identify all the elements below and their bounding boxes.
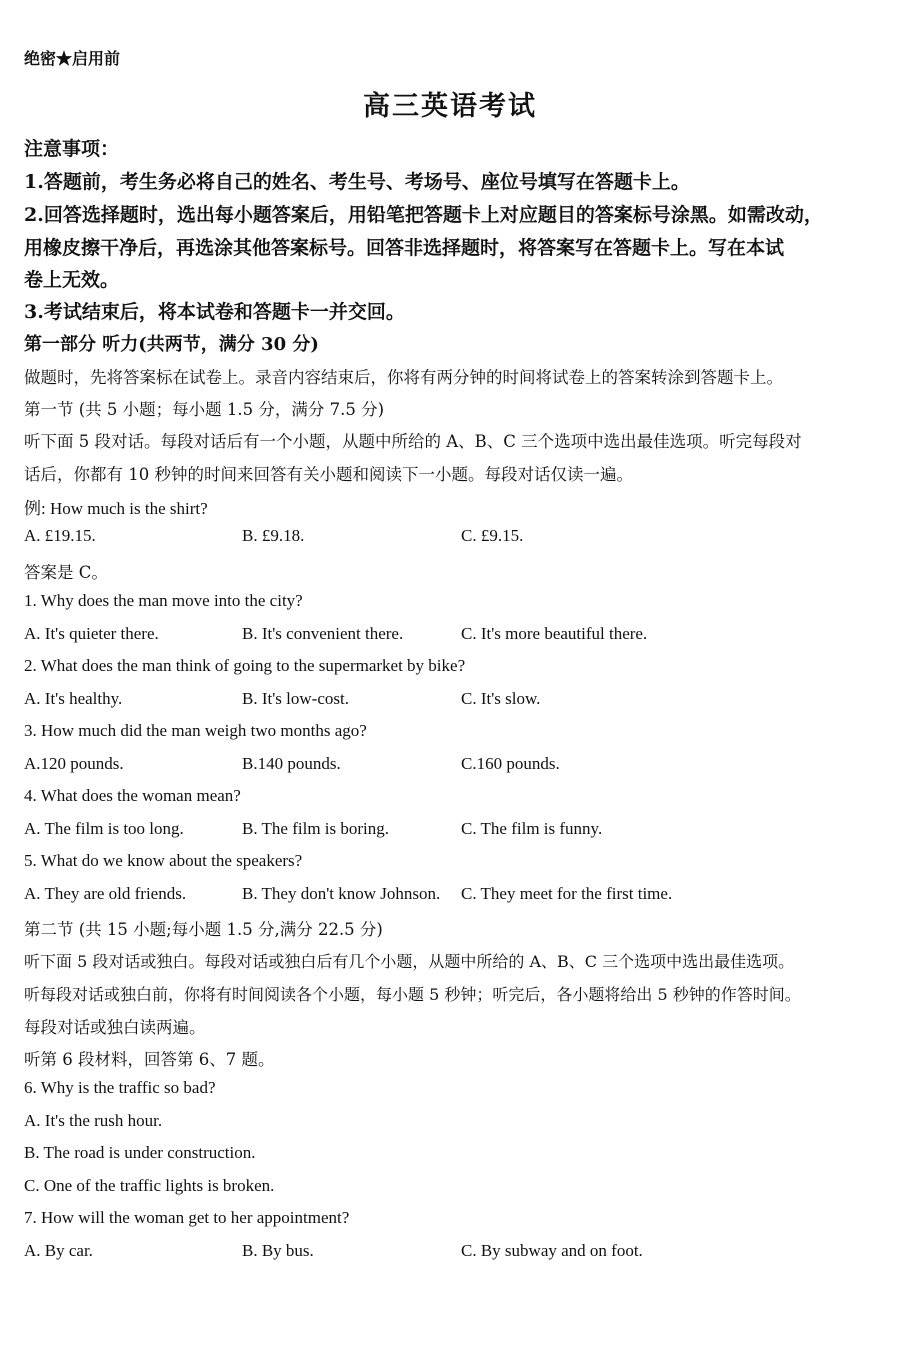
- example-option-a: A. £19.15.: [24, 526, 96, 545]
- page-title: 高三英语考试: [363, 91, 537, 122]
- q3-option-b: B.140 pounds.: [242, 754, 341, 773]
- section2-instr-2: 听每段对话或独白前，你将有时间阅读各个小题，每小题 5 秒钟；听完后，各小题将给出 5 秒钟的作答时间。: [24, 985, 801, 1004]
- question-4: 4. What does the woman mean?: [24, 786, 241, 805]
- example-answer: 答案是 C。: [24, 563, 108, 582]
- section2-instr-1: 听下面 5 段对话或独白。每段对话或独白后有几个小题，从题中所给的 A、B、C 三个选项中选出最佳选项。: [24, 952, 795, 971]
- q4-option-c: C. The film is funny.: [461, 819, 603, 838]
- example-option-c: C. £9.15.: [461, 526, 524, 545]
- q5-option-a: A. They are old friends.: [24, 884, 187, 903]
- q7-option-a: A. By car.: [24, 1241, 93, 1260]
- q6-option-c: C. One of the traffic lights is broken.: [24, 1176, 275, 1195]
- q3-option-c: C.160 pounds.: [461, 754, 560, 773]
- part1-heading: 第一部分 听力(共两节，满分 30 分): [24, 334, 319, 355]
- note-3: 3.考试结束后，将本试卷和答题卡一并交回。: [24, 301, 405, 323]
- q7-option-c: C. By subway and on foot.: [461, 1241, 643, 1260]
- section2-heading: 第二节 (共 15 小题;每小题 1.5 分,满分 22.5 分): [24, 920, 383, 939]
- q5-option-b: B. They don't know Johnson.: [242, 884, 441, 903]
- example-option-b: B. £9.18.: [242, 526, 305, 545]
- q2-option-a: A. It's healthy.: [24, 689, 123, 708]
- q6-option-b: B. The road is under construction.: [24, 1143, 256, 1162]
- part1-intro: 做题时，先将答案标在试卷上。录音内容结束后，你将有两分钟的时间将试卷上的答案转涂到答题卡上。: [24, 368, 783, 387]
- q5-option-c: C. They meet for the first time.: [461, 884, 673, 903]
- q1-option-a: A. It's quieter there.: [24, 624, 159, 643]
- confidential-label: 绝密★启用前: [24, 49, 121, 68]
- question-6: 6. Why is the traffic so bad?: [24, 1078, 216, 1097]
- note-2-line-2: 用橡皮擦干净后，再选涂其他答案标号。回答非选择题时，将答案写在答题卡上。写在本试: [24, 237, 785, 259]
- example-question: 例: How much is the shirt?: [24, 499, 208, 518]
- q7-option-b: B. By bus.: [242, 1241, 314, 1260]
- q3-option-a: A.120 pounds.: [24, 754, 124, 773]
- question-1: 1. Why does the man move into the city?: [24, 591, 303, 610]
- section2-instr-3: 每段对话或独白读两遍。: [24, 1018, 206, 1037]
- q4-option-b: B. The film is boring.: [242, 819, 390, 838]
- q1-option-c: C. It's more beautiful there.: [461, 624, 648, 643]
- q1-option-b: B. It's convenient there.: [242, 624, 404, 643]
- question-7: 7. How will the woman get to her appointment?: [24, 1208, 350, 1227]
- notes-heading: 注意事项：: [24, 138, 120, 160]
- q4-option-a: A. The film is too long.: [24, 819, 184, 838]
- question-3: 3. How much did the man weigh two months ago?: [24, 721, 367, 740]
- q2-option-b: B. It's low-cost.: [242, 689, 349, 708]
- question-5: 5. What do we know about the speakers?: [24, 851, 303, 870]
- note-1: 1.答题前，考生务必将自己的姓名、考生号、考场号、座位号填写在答题卡上。: [24, 171, 690, 193]
- note-2-line-3: 卷上无效。: [24, 269, 120, 291]
- section1-instr-1: 听下面 5 段对话。每段对话后有一个小题，从题中所给的 A、B、C 三个选项中选出最佳选项。听完每段对: [24, 432, 802, 451]
- q6-option-a: A. It's the rush hour.: [24, 1111, 163, 1130]
- q2-option-c: C. It's slow.: [461, 689, 541, 708]
- section1-instr-2: 话后，你都有 10 秒钟的时间来回答有关小题和阅读下一小题。每段对话仅读一遍。: [24, 465, 633, 484]
- question-2: 2. What does the man think of going to the supermarket by bike?: [24, 656, 466, 675]
- material-6-heading: 听第 6 段材料，回答第 6、7 题。: [24, 1050, 275, 1069]
- note-2-line-1: 2.回答选择题时，选出每小题答案后，用铅笔把答题卡上对应题目的答案标号涂黑。如需改动，: [24, 204, 823, 226]
- section1-heading: 第一节 (共 5 小题；每小题 1.5 分，满分 7.5 分): [24, 400, 385, 419]
